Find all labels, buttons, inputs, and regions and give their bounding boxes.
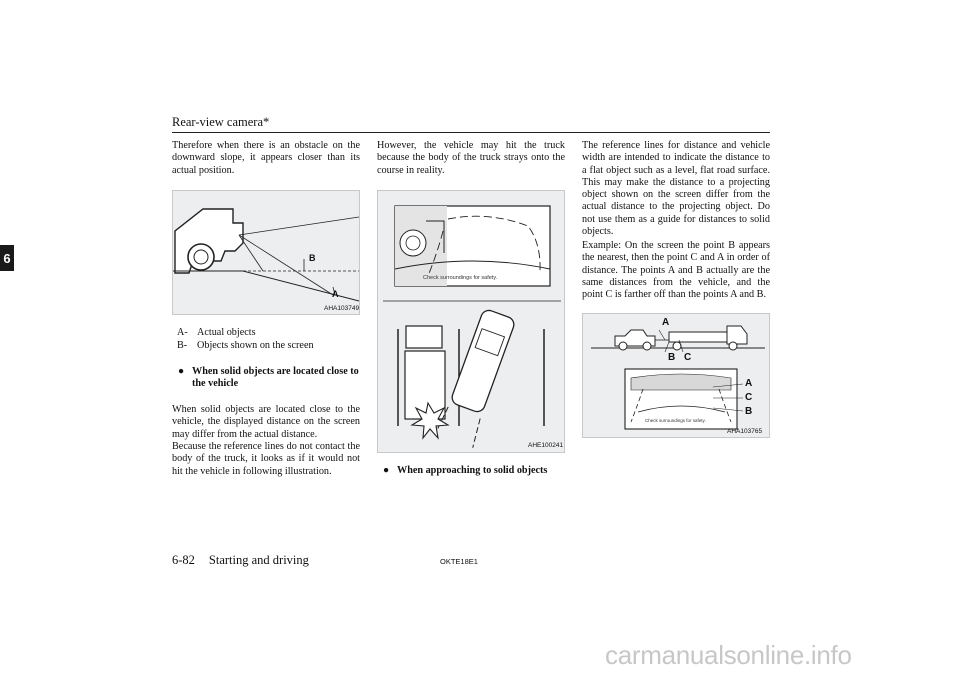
chapter-tab: 6: [0, 245, 14, 271]
page-header-title: Rear-view camera*: [172, 115, 270, 129]
bullet-icon: ●: [383, 465, 390, 476]
bullet-text: When approaching to solid objects: [397, 465, 548, 476]
page-number: 6-82: [172, 553, 195, 567]
label-a-right: A: [745, 378, 753, 389]
col3-paragraph-2: Example: On the screen the point B appears the nearest, then the point C and A in order of distance. The points A and B actually are the same distances from the vehicle, and the point C is farther off than the points A and B.: [582, 240, 770, 301]
bullet-icon: ●: [178, 366, 185, 377]
legend-text: Objects shown on the screen: [197, 340, 314, 351]
label-c-bottom: C: [684, 352, 692, 363]
legend-item: [172, 326, 360, 339]
legend-key: A-: [177, 327, 188, 338]
figure-truck-reference-points: [582, 313, 770, 438]
label-b: B: [309, 253, 316, 263]
col1-paragraph-3: Because the reference lines do not contact the body of the truck, it looks as if it would not hit the vehicle in following illustration.: [172, 441, 360, 477]
truck-parking-illustration: [378, 191, 566, 454]
legend-text: Actual objects: [197, 327, 256, 338]
col1-paragraph-2: When solid objects are located close to the vehicle, the displayed distance on the screen may differ from the actual distance.: [172, 404, 360, 440]
screen-caption: Check surroundings for safety.: [645, 418, 706, 423]
document-code: OKTE18E1: [440, 557, 478, 566]
figure-code: AHE100241: [528, 442, 564, 449]
label-a-top: A: [662, 317, 670, 328]
footer-page-info: [172, 553, 309, 568]
figure-truck-parking: [377, 190, 565, 453]
col3-paragraph-1: The reference lines for distance and vehicle width are intended to indicate the distance to a flat object such as a level, flat road surface. This may make the distance to a projecting object shown on the screen differ from the actual distance to the projecting object. Do not use them as a guide for distances to solid objects.: [582, 140, 770, 238]
col2-paragraph-1: However, the vehicle may hit the truck because the body of the truck strays onto the course in reality.: [377, 140, 565, 176]
label-b-bottom: B: [668, 352, 676, 363]
screen-caption: Check surroundings for safety.: [423, 275, 498, 281]
bullet-text: When solid objects are located close to the vehicle: [192, 366, 359, 390]
figure-slope-obstacle: [172, 190, 360, 315]
header-rule: [172, 132, 770, 133]
figure-code: AHA103749: [324, 305, 360, 312]
label-c-right: C: [745, 392, 753, 403]
col1-bullet-heading: [172, 366, 360, 391]
col1-paragraph-1: Therefore when there is an obstacle on the downward slope, it appears closer than its actual position.: [172, 140, 360, 176]
label-a: A: [332, 289, 339, 299]
figure1-legend: [172, 326, 360, 352]
figure-code: AHA103765: [727, 428, 763, 435]
col2-bullet-heading: [377, 465, 565, 477]
legend-item: [172, 339, 360, 352]
watermark: carmanualsonline.info: [605, 640, 852, 670]
section-name: Starting and driving: [208, 553, 309, 567]
label-b-right: B: [745, 406, 753, 417]
legend-key: B-: [177, 340, 188, 351]
